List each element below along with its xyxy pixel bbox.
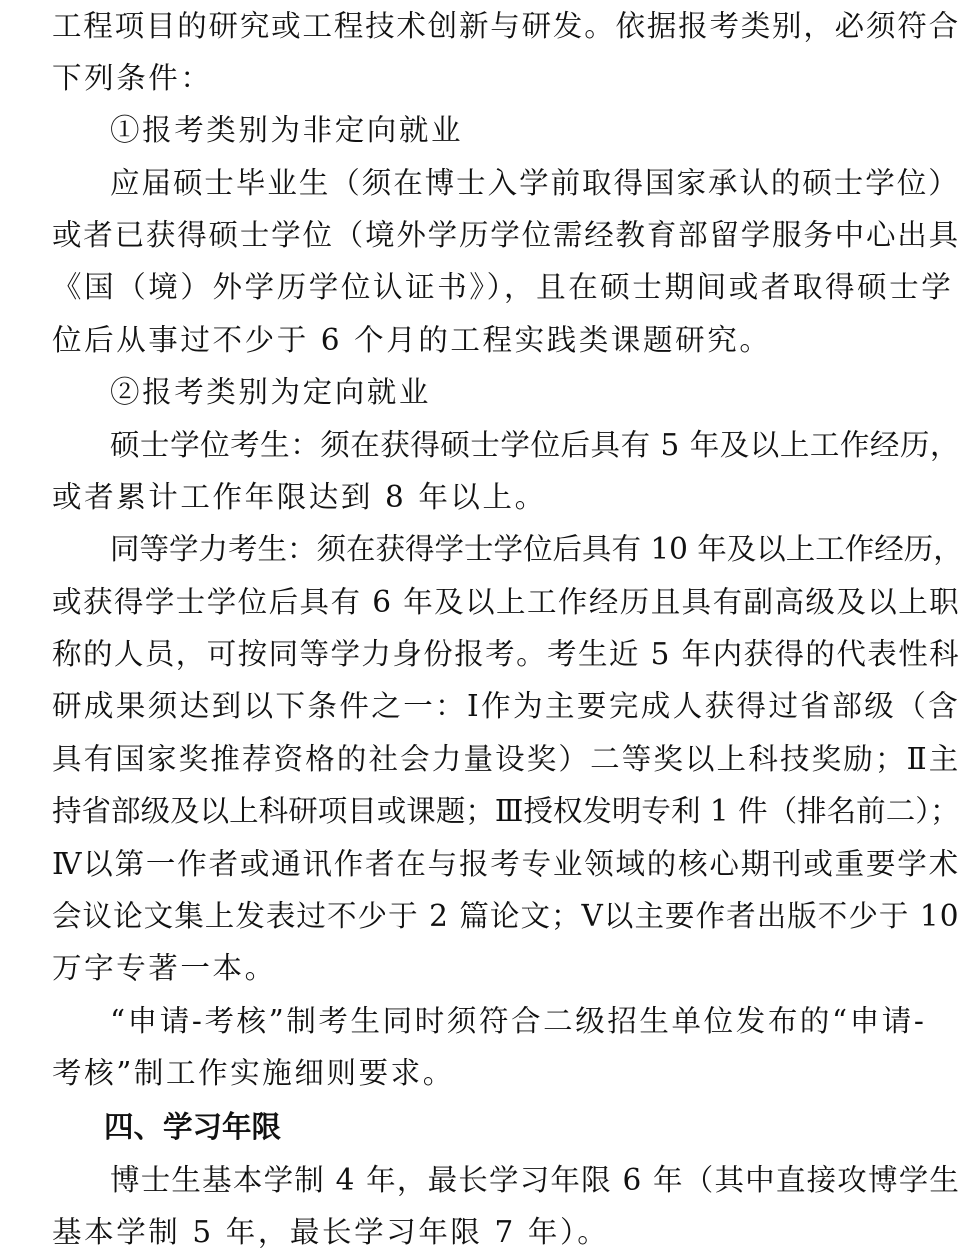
paragraph-line: 会议论文集上发表过不少于 2 篇论文；Ⅴ以主要作者出版不少于 10 <box>52 899 960 933</box>
paragraph-line: 持省部级及以上科研项目或课题；Ⅲ授权发明专利 1 件（排名前二）； <box>52 794 960 828</box>
section-heading-study-duration: 四、学习年限 <box>104 1110 282 1144</box>
paragraph-line: 位后从事过不少于 6 个月的工程实践类课题研究。 <box>52 323 772 357</box>
subheading-non-directed: ①报考类别为非定向就业 <box>110 113 464 147</box>
paragraph-line: 博士生基本学制 4 年，最长学习年限 6 年（其中直接攻博学生 <box>110 1163 961 1197</box>
paragraph-line: 基本学制 5 年，最长学习年限 7 年）。 <box>52 1215 610 1249</box>
paragraph-line: 或者累计工作年限达到 8 年以上。 <box>52 480 547 514</box>
paragraph-line: 应届硕士毕业生（须在博士入学前取得国家承认的硕士学位） <box>110 166 960 200</box>
paragraph-line: 工程项目的研究或工程技术创新与研发。依据报考类别，必须符合 <box>52 9 960 43</box>
paragraph-line: 《国（境）外学历学位认证书》），且在硕士期间或者取得硕士学 <box>52 270 954 304</box>
paragraph-line: “申请-考核”制考生同时须符合二级招生单位发布的“申请- <box>110 1004 927 1038</box>
paragraph-line: 下列条件： <box>52 61 213 95</box>
subheading-directed: ②报考类别为定向就业 <box>110 375 432 409</box>
paragraph-line: Ⅳ以第一作者或通讯作者在与报考专业领域的核心期刊或重要学术 <box>52 847 960 881</box>
paragraph-line: 称的人员，可按同等学力身份报考。考生近 5 年内获得的代表性科 <box>52 637 961 671</box>
paragraph-line: 或获得学士学位后具有 6 年及以上工作经历且具有副高级及以上职 <box>52 585 961 619</box>
paragraph-line: 或者已获得硕士学位（境外学历学位需经教育部留学服务中心出具 <box>52 218 960 252</box>
paragraph-line: 同等学力考生：须在获得学士学位后具有 10 年及以上工作经历， <box>110 532 963 566</box>
paragraph-line: 考核”制工作实施细则要求。 <box>52 1056 455 1090</box>
paragraph-line: 具有国家奖推荐资格的社会力量设奖）二等奖以上科技奖励；Ⅱ主 <box>52 742 961 776</box>
paragraph-line: 研成果须达到以下条件之一：Ⅰ作为主要完成人获得过省部级（含 <box>52 689 961 723</box>
paragraph-line: 万字专著一本。 <box>52 951 277 985</box>
paragraph-line: 硕士学位考生：须在获得硕士学位后具有 5 年及以上工作经历， <box>110 428 961 462</box>
